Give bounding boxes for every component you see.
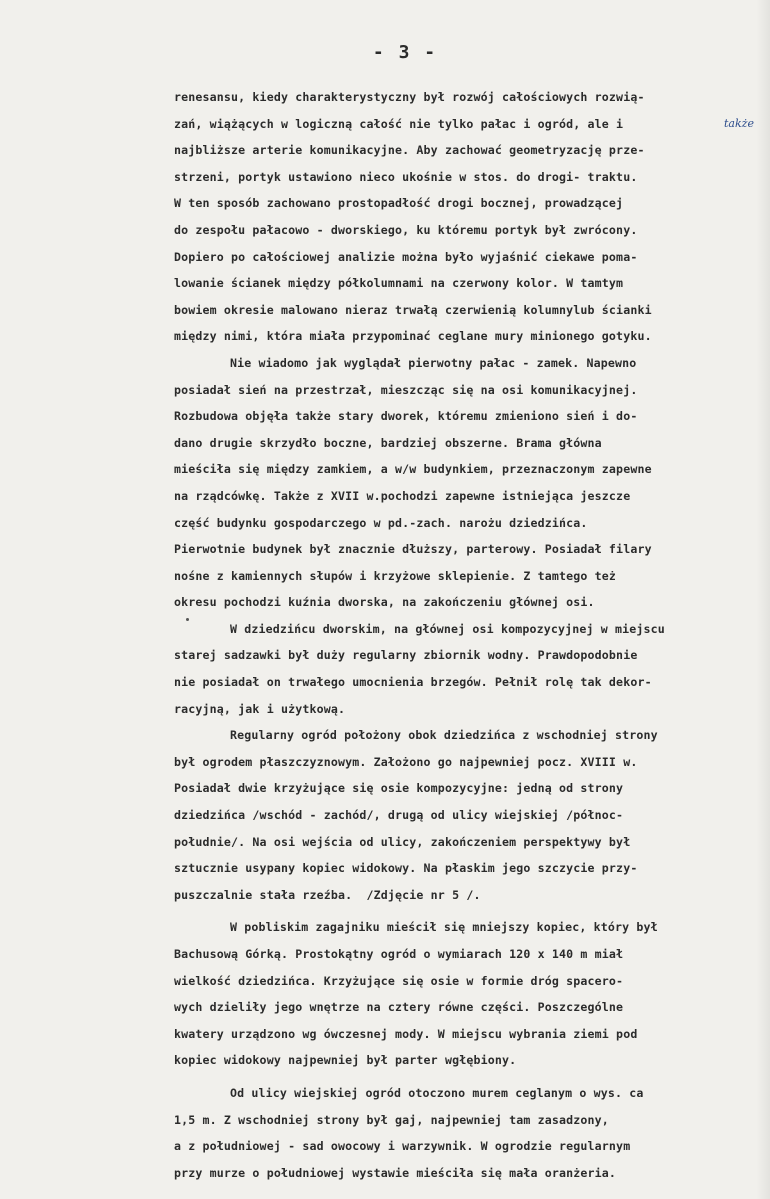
text-line: część budynku gospodarczego w pd.-zach. narożu dziedzińca. xyxy=(174,515,588,530)
text-line: na rządcówkę. Także z XVII w.pochodzi zapewne istniejąca jeszcze xyxy=(174,488,631,503)
text-line: Bachusową Górką. Prostokątny ogród o wymiarach 120 x 140 m miał xyxy=(174,947,624,961)
text-line: Od ulicy wiejskiej ogród otoczono murem ceglanym o wys. ca xyxy=(230,1085,644,1100)
text-line: bowiem okresie malowano nieraz trwałą czerwienią kolumnylub ścianki xyxy=(174,302,652,317)
body-text xyxy=(174,84,770,1186)
text-line: mieściła się między zamkiem, a w/w budynkiem, przeznaczonym zapewne xyxy=(174,462,652,477)
text-line: W pobliskim zagajniku mieścił się mniejszy kopiec, który był xyxy=(230,920,658,935)
text-line: racyjną, jak i użytkową. xyxy=(174,701,346,716)
handwritten-margin-note: także xyxy=(724,117,754,130)
text-line: Nie wiadomo jak wyglądał pierwotny pałac - zamek. Napewno xyxy=(230,355,637,370)
page-number: - 3 - xyxy=(372,42,438,63)
text-line: okresu pochodzi kuźnia dworska, na zakończeniu głównej osi. xyxy=(174,595,595,610)
text-line: południe/. Na osi wejścia od ulicy, zakończeniem perspektywy był xyxy=(174,834,631,849)
text-line: dano drugie skrzydło boczne, bardziej obszerne. Brama główna xyxy=(174,435,602,450)
text-line: Regularny ogród położony obok dziedzińca z wschodniej strony xyxy=(230,728,658,743)
text-line: starej sadzawki był duży regularny zbiornik wodny. Prawdopodobnie xyxy=(174,648,638,663)
text-line: wych dzieliły jego wnętrze na cztery równe części. Poszczególne xyxy=(174,1000,624,1015)
text-line: strzeni, portyk ustawiono nieco ukośnie w stos. do drogi- traktu. xyxy=(174,169,638,184)
text-line: do zespołu pałacowo - dworskiego, ku któremu portyk był zwrócony. xyxy=(174,222,638,237)
text-line: najbliższe arterie komunikacyjne. Aby zachować geometryzację prze- xyxy=(174,143,645,158)
text-line: Posiadał dwie krzyżujące się osie kompozycyjne: jedną od strony xyxy=(174,781,624,796)
text-line: zań, wiążących w logiczną całość nie tylko pałac i ogród, ale i xyxy=(174,116,624,131)
text-line: przy murze o południowej wystawie mieściła się mała oranżeria. xyxy=(174,1165,617,1180)
text-line: Pierwotnie budynek był znacznie dłuższy, parterowy. Posiadał filary xyxy=(174,542,652,557)
text-line: lowanie ścianek między półkolumnami na czerwony kolor. W tamtym xyxy=(174,276,624,291)
text-line: a z południowej - sad owocowy i warzywnik. W ogrodzie regularnym xyxy=(174,1139,631,1154)
text-line: Rozbudowa objęła także stary dworek, któremu zmieniono sień i do- xyxy=(174,409,638,424)
text-line: między nimi, która miała przypominać ceglane mury minionego gotyku. xyxy=(174,329,652,344)
text-line: był ogrodem płaszczyznowym. Założono go najpewniej pocz. XVIII w. xyxy=(174,754,638,769)
text-line: kopiec widokowy najpewniej był parter wgłębiony. xyxy=(174,1053,517,1068)
text-line: W ten sposób zachowano prostopadłość drogi bocznej, prowadzącej xyxy=(174,196,624,211)
text-line: sztucznie usypany kopiec widokowy. Na płaskim jego szczycie przy- xyxy=(174,861,638,876)
text-line: nie posiadał on trwałego umocnienia brzegów. Pełnił rolę tak dekor- xyxy=(174,675,652,690)
text-line: posiadał sień na przestrzał, mieszcząc się na osi komunikacyjnej. xyxy=(174,382,638,397)
text-line: dziedzińca /wschód - zachód/, drugą od ulicy wiejskiej /północ- xyxy=(174,808,624,823)
text-line: kwatery urządzono wg ówczesnej mody. W miejscu wybrania ziemi pod xyxy=(174,1026,638,1041)
text-line: W dziedzińcu dworskim, na głównej osi kompozycyjnej w miejscu xyxy=(230,621,665,636)
text-line: wielkość dziedzińca. Krzyżujące się osie w formie dróg spacero- xyxy=(174,973,624,988)
text-line: nośne z kamiennych słupów i krzyżowe sklepienie. Z tamtego też xyxy=(174,568,617,583)
text-line: 1,5 m. Z wschodniej strony był gaj, najpewniej tam zasadzony, xyxy=(174,1112,609,1127)
text-line: puszczalnie stała rzeźba. /Zdjęcie nr 5 /. xyxy=(174,887,481,902)
text-line: Dopiero po całościowej analizie można było wyjaśnić ciekawe poma- xyxy=(174,249,638,264)
text-line: renesansu, kiedy charakterystyczny był rozwój całościowych rozwią- xyxy=(174,90,645,104)
